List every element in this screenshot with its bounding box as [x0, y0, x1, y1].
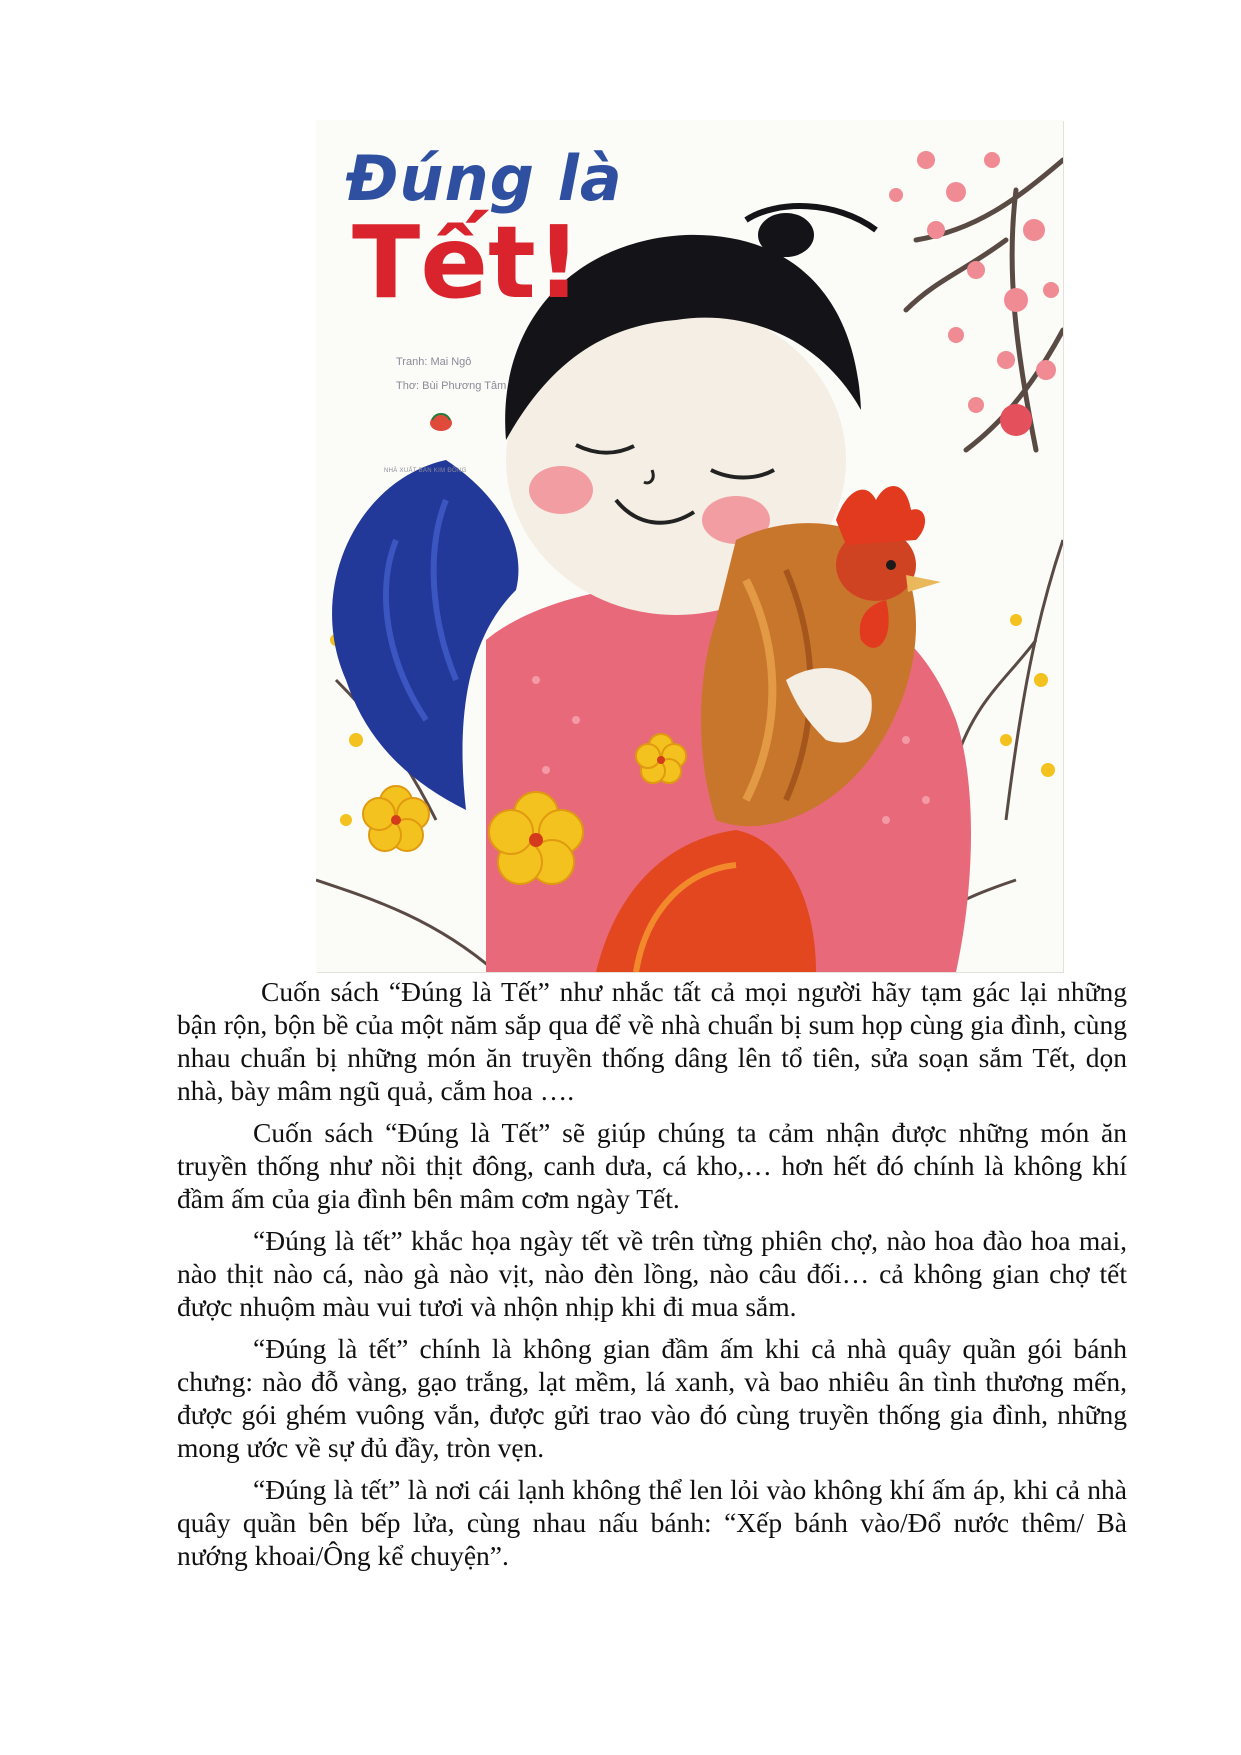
cover-poet-credit: Thơ: Bùi Phương Tâm — [396, 380, 507, 392]
article-paragraph: Cuốn sách “Đúng là Tết” như nhắc tất cả mọi người hãy tạm gác lại những bận rộn, bộn bề của một năm sắp qua để về nhà chuẩn bị sum họp cùng gia đình, cùng nhau chuẩn bị những món ăn truyền thống dâng lên tổ tiên, sửa soạn sắm Tết, dọn nhà, bày mâm ngũ quả, cắm hoa …. — [177, 976, 1127, 1106]
article-paragraph: “Đúng là tết” là nơi cái lạnh không thể len lỏi vào không khí ấm áp, khi cả nhà quây quần bên bếp lửa, cùng nhau nấu bánh: “Xếp bánh vào/Đổ nước thêm/ Bà nướng khoai/Ông kể chuyện”. — [177, 1474, 1127, 1571]
article-paragraph: Cuốn sách “Đúng là Tết” sẽ giúp chúng ta cảm nhận được những món ăn truyền thống như nồi thịt đông, canh dưa, cá kho,… hơn hết đó chính là không khí đầm ấm của gia đình bên mâm cơm ngày Tết. — [177, 1117, 1127, 1214]
article-paragraph: “Đúng là tết” khắc họa ngày tết về trên từng phiên chợ, nào hoa đào hoa mai, nào thịt nào cá, nào gà nào vịt, nào đèn lồng, nào câu đối… cả không gian chợ tết được nhuộm màu vui tươi và nhộn nhịp khi đi mua sắm. — [177, 1225, 1127, 1322]
cover-title-line2: Tết! — [352, 204, 582, 321]
cover-title-line1: Đúng là — [346, 142, 623, 215]
article-body — [177, 975, 1127, 1581]
cover-illustrator-credit: Tranh: Mai Ngô — [396, 356, 472, 368]
book-cover-image — [316, 120, 1063, 972]
publisher-logo-icon — [428, 410, 454, 432]
cover-publisher: NHÀ XUẤT BẢN KIM ĐỒNG — [384, 468, 467, 474]
article-paragraph: “Đúng là tết” chính là không gian đầm ấm khi cả nhà quây quần gói bánh chưng: nào đỗ vàng, gạo trắng, lạt mềm, lá xanh, và bao nhiêu ân tình thương mến, được gói ghém vuông vắn, được gửi trao vào đó cùng truyền thống gia đình, những mong ước về sự đủ đầy, tròn vẹn. — [177, 1333, 1127, 1463]
